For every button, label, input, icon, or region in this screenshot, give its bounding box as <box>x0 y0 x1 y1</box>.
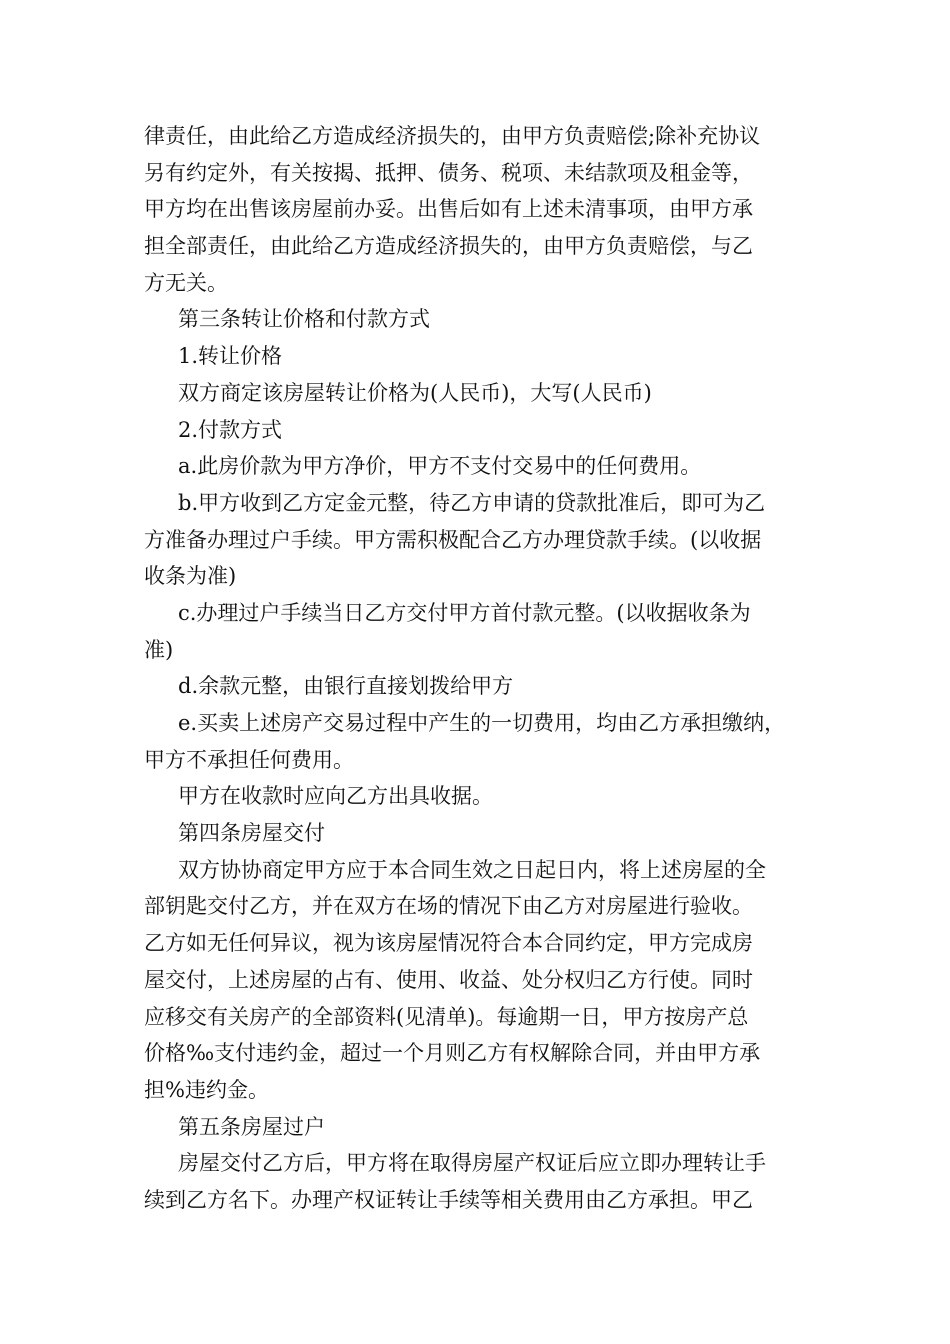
clause-c: c.办理过户手续当日乙方交付甲方首付款元整。(以收据收条为 <box>178 600 751 625</box>
article-3-heading: 第三条转让价格和付款方式 <box>178 307 430 332</box>
clause-a: a.此房价款为甲方净价，甲方不支付交易中的任何费用。 <box>178 454 702 479</box>
text-line: 收条为准) <box>144 564 237 589</box>
text-line: 部钥匙交付乙方，并在双方在场的情况下由乙方对房屋进行验收。 <box>144 894 753 919</box>
subheading-transfer-price: 1.转让价格 <box>178 344 283 369</box>
contract-text-body <box>144 118 824 1219</box>
text-line: 价格‰支付违约金，超过一个月则乙方有权解除合同，并由甲方承 <box>144 1041 761 1066</box>
subheading-payment-method: 2.付款方式 <box>178 417 283 442</box>
text-line: 甲方均在出售该房屋前办妥。出售后如有上述未清事项，由甲方承 <box>144 197 753 222</box>
text-line: 乙方如无任何异议，视为该房屋情况符合本合同约定，甲方完成房 <box>144 931 753 956</box>
text-line: 方准备办理过户手续。甲方需积极配合乙方办理贷款手续。(以收据 <box>144 527 762 552</box>
text-line: 另有约定外，有关按揭、抵押、债务、税项、未结款项及租金等， <box>144 160 753 185</box>
text-line: 甲方在收款时应向乙方出具收据。 <box>178 784 493 809</box>
article-4-heading: 第四条房屋交付 <box>178 821 325 846</box>
text-line: 准) <box>144 637 174 662</box>
text-line: 续到乙方名下。办理产权证转让手续等相关费用由乙方承担。甲乙 <box>144 1187 753 1212</box>
text-line: 双方商定该房屋转让价格为(人民币)，大写(人民币) <box>178 380 652 405</box>
clause-e: e.买卖上述房产交易过程中产生的一切费用，均由乙方承担缴纳， <box>178 711 786 735</box>
clause-b: b.甲方收到乙方定金元整，待乙方申请的贷款批准后，即可为乙 <box>178 490 766 515</box>
article-5-heading: 第五条房屋过户 <box>178 1114 325 1139</box>
text-line: 担%违约金。 <box>144 1077 269 1102</box>
clause-d: d.余款元整，由银行直接划拨给甲方 <box>178 674 514 699</box>
text-line: 应移交有关房产的全部资料(见清单)。每逾期一日，甲方按房产总 <box>144 1004 749 1029</box>
text-line: 担全部责任，由此给乙方造成经济损失的，由甲方负责赔偿，与乙 <box>144 234 753 259</box>
text-line: 方无关。 <box>144 270 228 295</box>
text-line: 甲方不承担任何费用。 <box>144 747 354 772</box>
text-line: 房屋交付乙方后，甲方将在取得房屋产权证后应立即办理转让手 <box>178 1151 766 1176</box>
text-line: 律责任，由此给乙方造成经济损失的，由甲方负责赔偿;除补充协议 <box>144 124 761 148</box>
text-line: 双方协协商定甲方应于本合同生效之日起日内，将上述房屋的全 <box>178 857 766 882</box>
text-line: 屋交付，上述房屋的占有、使用、收益、处分权归乙方行使。同时 <box>144 967 753 992</box>
